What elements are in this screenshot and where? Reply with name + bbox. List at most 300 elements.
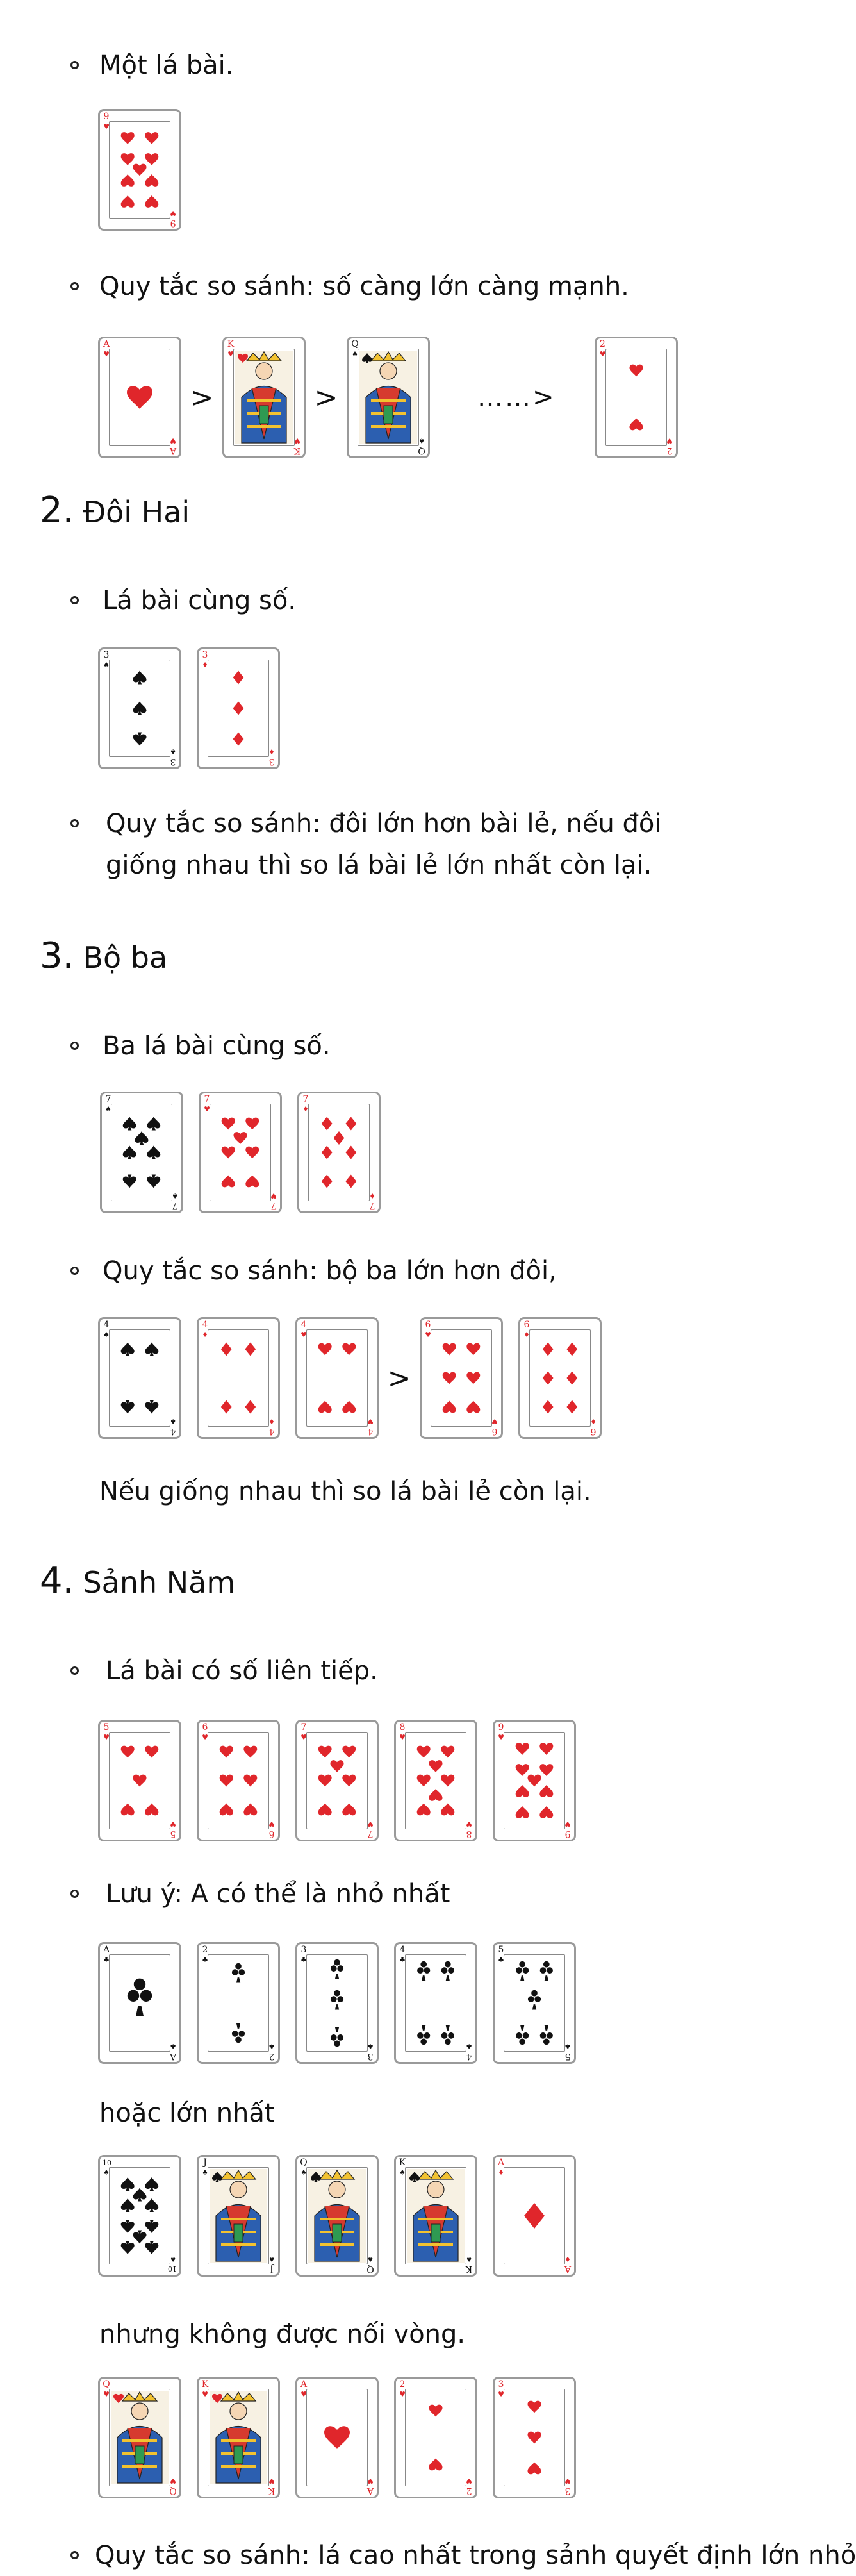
face-card-art bbox=[308, 2169, 366, 2263]
diamond-icon bbox=[245, 1343, 256, 1356]
spade-icon bbox=[121, 2241, 135, 2254]
card-rank: A bbox=[564, 2264, 572, 2274]
playing-card bbox=[394, 1942, 477, 2064]
club-icon bbox=[331, 1990, 343, 2010]
heart-icon bbox=[318, 1746, 332, 1758]
card-pips bbox=[597, 338, 676, 456]
heart-icon bbox=[441, 1804, 454, 1816]
playing-card bbox=[197, 1317, 280, 1439]
card-rank: K bbox=[227, 339, 235, 349]
heart-icon: ♥ bbox=[170, 436, 176, 445]
spade-icon bbox=[145, 2198, 158, 2212]
heart-icon bbox=[342, 1775, 356, 1787]
card-pips bbox=[299, 1093, 379, 1211]
heart-icon bbox=[417, 1804, 431, 1816]
card-pips bbox=[297, 2157, 377, 2275]
heart-icon: ♥ bbox=[268, 1820, 275, 1828]
playing-card bbox=[493, 1720, 576, 1841]
diamond-icon bbox=[245, 1400, 256, 1414]
card-rank: K bbox=[201, 2379, 209, 2389]
heart-icon: ♥ bbox=[498, 1733, 504, 1741]
card-rank: 4 bbox=[103, 1320, 110, 1330]
heart-icon: ♥ bbox=[564, 2477, 571, 2485]
heart-icon bbox=[121, 132, 135, 144]
card-rank: 3 bbox=[300, 1945, 307, 1955]
heart-icon: ♥ bbox=[367, 1417, 374, 1425]
heart-icon bbox=[121, 1804, 135, 1816]
diamond-icon: ♦ bbox=[590, 1417, 597, 1425]
card-rank: 5 bbox=[170, 1829, 176, 1839]
heart-icon bbox=[629, 365, 643, 377]
bullet-dot bbox=[70, 1042, 79, 1050]
heart-icon bbox=[539, 1785, 553, 1797]
heart-icon bbox=[342, 1401, 356, 1413]
card-rank: 8 bbox=[399, 1722, 406, 1733]
playing-card bbox=[197, 647, 280, 769]
diamond-icon bbox=[345, 1117, 356, 1131]
card-pips bbox=[100, 338, 179, 456]
card-rank: 5 bbox=[498, 1945, 504, 1955]
heart-icon: ♥ bbox=[466, 2477, 472, 2485]
card-rank: K bbox=[399, 2157, 406, 2168]
heart-icon bbox=[466, 1401, 480, 1413]
card-pips bbox=[224, 338, 304, 456]
card-rank: 3 bbox=[268, 756, 275, 767]
heart-icon bbox=[417, 1775, 431, 1787]
section-title: Sảnh Năm bbox=[83, 1565, 236, 1600]
heart-icon bbox=[417, 1746, 431, 1758]
card-rank: 4 bbox=[466, 2051, 472, 2061]
card-pips bbox=[100, 111, 179, 229]
heart-icon bbox=[145, 174, 158, 187]
diamond-icon bbox=[233, 702, 244, 715]
card-pips bbox=[199, 1722, 278, 1840]
card-rank: 3 bbox=[367, 2051, 374, 2061]
heart-icon: ♥ bbox=[300, 1331, 307, 1339]
card-pips bbox=[100, 2379, 179, 2497]
playing-card bbox=[394, 1720, 477, 1841]
heart-icon: ♥ bbox=[170, 209, 176, 217]
heart-icon: ♥ bbox=[491, 1417, 498, 1425]
heart-icon bbox=[121, 1746, 135, 1758]
heart-icon bbox=[516, 1743, 529, 1755]
card-rank: 6 bbox=[491, 1426, 498, 1436]
club-icon: ♣ bbox=[367, 2042, 374, 2050]
high-ace-cards bbox=[98, 2155, 591, 2277]
heart-icon: ♥ bbox=[300, 1733, 307, 1741]
triple-desc: Ba lá bài cùng số. bbox=[103, 1031, 331, 1061]
heart-icon bbox=[443, 1343, 456, 1356]
spade-icon: ♠ bbox=[170, 2255, 176, 2263]
spade-icon: ♠ bbox=[418, 436, 425, 445]
club-icon: ♣ bbox=[202, 1956, 208, 1964]
playing-card bbox=[98, 1720, 181, 1841]
straight-note: Lưu ý: A có thể là nhỏ nhất bbox=[106, 1879, 450, 1909]
card-pips bbox=[199, 649, 278, 767]
section-number: 4. bbox=[40, 1560, 74, 1602]
club-icon bbox=[232, 2023, 245, 2043]
heart-icon bbox=[222, 1147, 235, 1159]
pair-example-cards bbox=[98, 647, 295, 769]
card-pips bbox=[100, 1319, 179, 1437]
club-icon bbox=[232, 1963, 245, 1983]
bullet-dot bbox=[70, 596, 79, 604]
heart-icon bbox=[318, 1343, 332, 1356]
playing-card bbox=[493, 2155, 576, 2277]
card-rank: A bbox=[497, 2157, 505, 2168]
card-rank: 6 bbox=[590, 1426, 597, 1436]
card-rank: 10 bbox=[103, 2159, 111, 2167]
heart-icon bbox=[466, 1372, 480, 1384]
diamond-icon: ♦ bbox=[564, 2255, 571, 2263]
triple-note: Nếu giống nhau thì so lá bài lẻ còn lại. bbox=[99, 1477, 591, 1506]
card-rank: 7 bbox=[367, 1829, 374, 1839]
card-rank: 6 bbox=[425, 1320, 431, 1330]
diamond-icon: ♦ bbox=[523, 1331, 530, 1339]
card-pips bbox=[199, 1944, 278, 2062]
heart-icon bbox=[429, 1789, 443, 1801]
card-pips bbox=[520, 1319, 600, 1437]
card-rank: K bbox=[268, 2486, 276, 2496]
playing-card bbox=[295, 2377, 379, 2498]
spade-icon bbox=[133, 733, 147, 746]
diamond-icon bbox=[322, 1175, 333, 1188]
card-rank: Q bbox=[366, 2264, 374, 2274]
heart-icon bbox=[528, 2463, 541, 2475]
face-card-art bbox=[210, 2169, 267, 2263]
face-card-art bbox=[111, 2391, 169, 2484]
card-rank: 3 bbox=[202, 650, 208, 660]
card-rank: 9 bbox=[564, 1829, 571, 1839]
spade-icon bbox=[121, 1343, 135, 1356]
playing-card bbox=[197, 2155, 280, 2277]
spade-icon: ♠ bbox=[103, 1331, 110, 1339]
heart-icon bbox=[629, 419, 643, 431]
card-rank: 10 bbox=[168, 2264, 177, 2273]
heart-icon: ♥ bbox=[367, 1820, 374, 1828]
heart-icon bbox=[443, 1401, 456, 1413]
card-rank: 6 bbox=[523, 1320, 530, 1330]
single-desc: Một lá bài. bbox=[99, 51, 234, 80]
card-pips bbox=[297, 2379, 377, 2497]
heart-icon bbox=[121, 153, 135, 165]
card-rank: 2 bbox=[268, 2051, 275, 2061]
heart-icon: ♥ bbox=[103, 350, 110, 358]
straight-or-highest: hoặc lớn nhất bbox=[99, 2098, 275, 2128]
card-pips bbox=[297, 1722, 377, 1840]
card-rank: 4 bbox=[202, 1320, 208, 1330]
heart-icon: ♥ bbox=[564, 1820, 571, 1828]
playing-card bbox=[98, 647, 181, 769]
section-heading-triple bbox=[40, 936, 167, 978]
heart-icon bbox=[133, 1775, 147, 1787]
heart-icon bbox=[516, 1764, 529, 1776]
spade-icon: ♠ bbox=[170, 1417, 176, 1425]
section-heading-straight bbox=[40, 1561, 235, 1603]
heart-icon bbox=[220, 1804, 233, 1816]
triple-rule: Quy tắc so sánh: bộ ba lớn hơn đôi, bbox=[103, 1256, 557, 1286]
club-icon bbox=[441, 2025, 454, 2045]
card-rank: 9 bbox=[498, 1722, 504, 1733]
ellipsis-arrow: ……> bbox=[477, 383, 556, 412]
card-rank: 7 bbox=[204, 1094, 210, 1104]
club-icon bbox=[516, 2025, 529, 2045]
heart-icon bbox=[145, 1804, 158, 1816]
heart-icon: ♥ bbox=[599, 350, 606, 358]
diamond-icon bbox=[233, 671, 244, 685]
heart-icon bbox=[220, 1775, 233, 1787]
playing-card bbox=[98, 2377, 181, 2498]
card-rank: 5 bbox=[564, 2051, 571, 2061]
playing-card bbox=[197, 1720, 280, 1841]
club-icon bbox=[441, 1961, 454, 1981]
card-rank: A bbox=[103, 1945, 110, 1955]
heart-icon bbox=[145, 1746, 158, 1758]
club-icon: ♣ bbox=[170, 2042, 176, 2050]
card-rank: 2 bbox=[600, 339, 605, 349]
heart-icon bbox=[318, 1804, 332, 1816]
heart-icon bbox=[429, 1760, 443, 1772]
card-rank: Q bbox=[351, 339, 359, 349]
diamond-icon: ♦ bbox=[268, 747, 275, 756]
diamond-icon bbox=[566, 1343, 577, 1356]
club-icon: ♣ bbox=[466, 2042, 472, 2050]
playing-card bbox=[98, 1317, 181, 1439]
pair-rule-line1: Quy tắc so sánh: đôi lớn hơn bài lẻ, nếu đôi bbox=[106, 809, 662, 838]
club-icon: ♣ bbox=[103, 1956, 110, 1964]
card-rank: 7 bbox=[270, 1201, 277, 1211]
spade-icon bbox=[147, 1146, 160, 1159]
pair-desc: Lá bài cùng số. bbox=[103, 586, 297, 615]
club-icon bbox=[331, 2027, 343, 2047]
heart-icon bbox=[145, 195, 158, 208]
playing-card bbox=[295, 1317, 379, 1439]
heart-icon bbox=[342, 1746, 356, 1758]
heart-icon bbox=[324, 2426, 350, 2449]
card-rank: A bbox=[103, 339, 110, 349]
club-icon: ♣ bbox=[268, 2042, 275, 2050]
card-rank: 4 bbox=[170, 1426, 176, 1436]
heart-icon bbox=[243, 1804, 257, 1816]
heart-icon: ♥ bbox=[202, 2390, 208, 2398]
card-pips bbox=[349, 338, 428, 456]
card-rank: Q bbox=[103, 2379, 110, 2389]
card-rank: A bbox=[366, 2486, 374, 2496]
playing-card bbox=[98, 109, 181, 231]
diamond-icon: ♦ bbox=[369, 1192, 375, 1200]
heart-icon bbox=[443, 1372, 456, 1384]
heart-icon bbox=[145, 153, 158, 165]
low-ace-cards bbox=[98, 1942, 591, 2064]
card-rank: 5 bbox=[103, 1722, 110, 1733]
card-pips bbox=[199, 2379, 278, 2497]
card-rank: A bbox=[300, 2379, 308, 2389]
card-pips bbox=[297, 1944, 377, 2062]
bullet-dot bbox=[70, 282, 79, 290]
heart-icon: ♥ bbox=[103, 2390, 110, 2398]
spade-icon bbox=[121, 2198, 135, 2212]
spade-icon bbox=[147, 1175, 160, 1188]
heart-icon bbox=[245, 1118, 259, 1130]
playing-card bbox=[347, 337, 430, 458]
spade-icon bbox=[147, 1117, 160, 1131]
playing-card bbox=[295, 1720, 379, 1841]
card-pips bbox=[422, 1319, 501, 1437]
card-rank: 9 bbox=[170, 218, 176, 228]
heart-icon bbox=[516, 1785, 529, 1797]
spade-icon: ♠ bbox=[300, 2168, 307, 2177]
diamond-icon: ♦ bbox=[202, 1331, 208, 1339]
face-card-art bbox=[359, 351, 417, 444]
heart-icon: ♥ bbox=[227, 350, 234, 358]
heart-icon: ♥ bbox=[270, 1192, 277, 1200]
playing-card bbox=[394, 2155, 477, 2277]
club-icon bbox=[128, 1979, 152, 2016]
heart-icon: ♥ bbox=[294, 436, 300, 445]
diamond-icon: ♦ bbox=[268, 1417, 275, 1425]
heart-icon bbox=[121, 174, 135, 187]
triple-example-cards bbox=[100, 1092, 396, 1213]
club-icon bbox=[540, 2025, 553, 2045]
card-rank: Q bbox=[418, 445, 425, 456]
heart-icon: ♥ bbox=[103, 122, 110, 131]
single-rule: Quy tắc so sánh: số càng lớn càng mạnh. bbox=[99, 272, 629, 301]
heart-icon: ♥ bbox=[666, 436, 673, 445]
playing-card bbox=[420, 1317, 503, 1439]
heart-icon bbox=[318, 1401, 332, 1413]
heart-icon: ♥ bbox=[425, 1331, 431, 1339]
heart-icon: ♥ bbox=[399, 1733, 406, 1741]
card-rank: 2 bbox=[466, 2486, 472, 2496]
section-title: Đôi Hai bbox=[83, 495, 190, 529]
single-order-cards bbox=[98, 337, 693, 458]
card-rank: 4 bbox=[399, 1945, 406, 1955]
card-rank: K bbox=[293, 445, 301, 456]
card-rank: 4 bbox=[268, 1426, 275, 1436]
diamond-icon bbox=[345, 1175, 356, 1188]
straight-no-wrap: nhưng không được nối vòng. bbox=[99, 2320, 466, 2349]
heart-icon: ♥ bbox=[498, 2390, 504, 2398]
card-pips bbox=[100, 1722, 179, 1840]
heart-icon bbox=[220, 1746, 233, 1758]
diamond-icon bbox=[543, 1400, 554, 1414]
single-example-cards bbox=[98, 109, 197, 231]
heart-icon: ♥ bbox=[204, 1105, 210, 1113]
card-rank: K bbox=[465, 2264, 473, 2274]
playing-card bbox=[295, 2155, 379, 2277]
playing-card bbox=[197, 1942, 280, 2064]
card-pips bbox=[495, 1722, 574, 1840]
bullet-dot bbox=[70, 2551, 79, 2559]
heart-icon bbox=[528, 1775, 541, 1787]
spade-icon: ♠ bbox=[399, 2168, 406, 2177]
card-rank: A bbox=[169, 2051, 177, 2061]
diamond-icon: ♦ bbox=[498, 2168, 504, 2177]
card-pips bbox=[495, 1944, 574, 2062]
diamond-icon: ♦ bbox=[302, 1105, 309, 1113]
playing-card bbox=[98, 2155, 181, 2277]
club-icon: ♣ bbox=[399, 1956, 406, 1964]
card-pips bbox=[199, 1319, 278, 1437]
straight-example-cards bbox=[98, 1720, 591, 1841]
spade-icon: ♠ bbox=[352, 350, 358, 358]
heart-icon bbox=[539, 1806, 553, 1818]
heart-icon: ♥ bbox=[103, 1733, 110, 1741]
heart-icon: ♥ bbox=[202, 1733, 208, 1741]
playing-card bbox=[493, 1942, 576, 2064]
club-icon bbox=[417, 2025, 430, 2045]
heart-icon bbox=[245, 1176, 259, 1188]
heart-icon: ♥ bbox=[170, 2477, 176, 2485]
bullet-dot bbox=[70, 61, 79, 69]
card-rank: 2 bbox=[202, 1945, 208, 1955]
club-icon bbox=[528, 1990, 541, 2010]
heart-icon bbox=[318, 1775, 332, 1787]
playing-card bbox=[394, 2377, 477, 2498]
card-rank: 7 bbox=[172, 1201, 178, 1211]
card-rank: 2 bbox=[399, 2379, 406, 2389]
card-rank: J bbox=[270, 2264, 274, 2274]
club-icon bbox=[331, 1959, 343, 1979]
card-rank: 4 bbox=[300, 1320, 307, 1330]
club-icon bbox=[540, 1961, 553, 1981]
spade-icon bbox=[145, 1343, 158, 1356]
playing-card bbox=[199, 1092, 282, 1213]
card-pips bbox=[495, 2379, 574, 2497]
heart-icon bbox=[539, 1764, 553, 1776]
bullet-dot bbox=[70, 819, 79, 827]
card-pips bbox=[100, 2157, 179, 2275]
spade-icon: ♠ bbox=[172, 1192, 178, 1200]
card-rank: 9 bbox=[103, 112, 110, 122]
heart-icon: ♥ bbox=[268, 2477, 275, 2485]
spade-icon bbox=[145, 2241, 158, 2254]
triple-vs-pair-cards bbox=[98, 1317, 617, 1439]
heart-icon bbox=[331, 1760, 344, 1772]
card-pips bbox=[495, 2157, 574, 2275]
spade-icon bbox=[121, 2220, 135, 2233]
spade-icon bbox=[145, 2220, 158, 2233]
heart-icon bbox=[342, 1804, 356, 1816]
heart-icon bbox=[245, 1147, 259, 1159]
heart-icon bbox=[145, 132, 158, 144]
heart-icon bbox=[222, 1176, 235, 1188]
spade-icon bbox=[123, 1117, 136, 1131]
greater-than-sign: > bbox=[190, 381, 214, 414]
playing-card bbox=[98, 1942, 181, 2064]
face-card-art bbox=[210, 2391, 267, 2484]
club-icon: ♣ bbox=[300, 1956, 307, 1964]
club-icon bbox=[417, 1961, 430, 1981]
spade-icon bbox=[133, 2231, 147, 2244]
wrap-example-cards bbox=[98, 2377, 591, 2498]
playing-card bbox=[98, 337, 181, 458]
card-pips bbox=[396, 1944, 475, 2062]
card-pips bbox=[100, 1944, 179, 2062]
card-pips bbox=[396, 2379, 475, 2497]
spade-icon bbox=[133, 2188, 147, 2202]
card-pips bbox=[102, 1093, 181, 1211]
heart-icon: ♥ bbox=[170, 1820, 176, 1828]
card-rank: 6 bbox=[202, 1722, 208, 1733]
straight-desc: Lá bài có số liên tiếp. bbox=[106, 1656, 378, 1686]
heart-icon bbox=[342, 1343, 356, 1356]
spade-icon: ♠ bbox=[268, 2255, 275, 2263]
diamond-icon bbox=[334, 1131, 345, 1145]
heart-icon bbox=[133, 164, 147, 176]
playing-card bbox=[222, 337, 306, 458]
playing-card bbox=[518, 1317, 602, 1439]
